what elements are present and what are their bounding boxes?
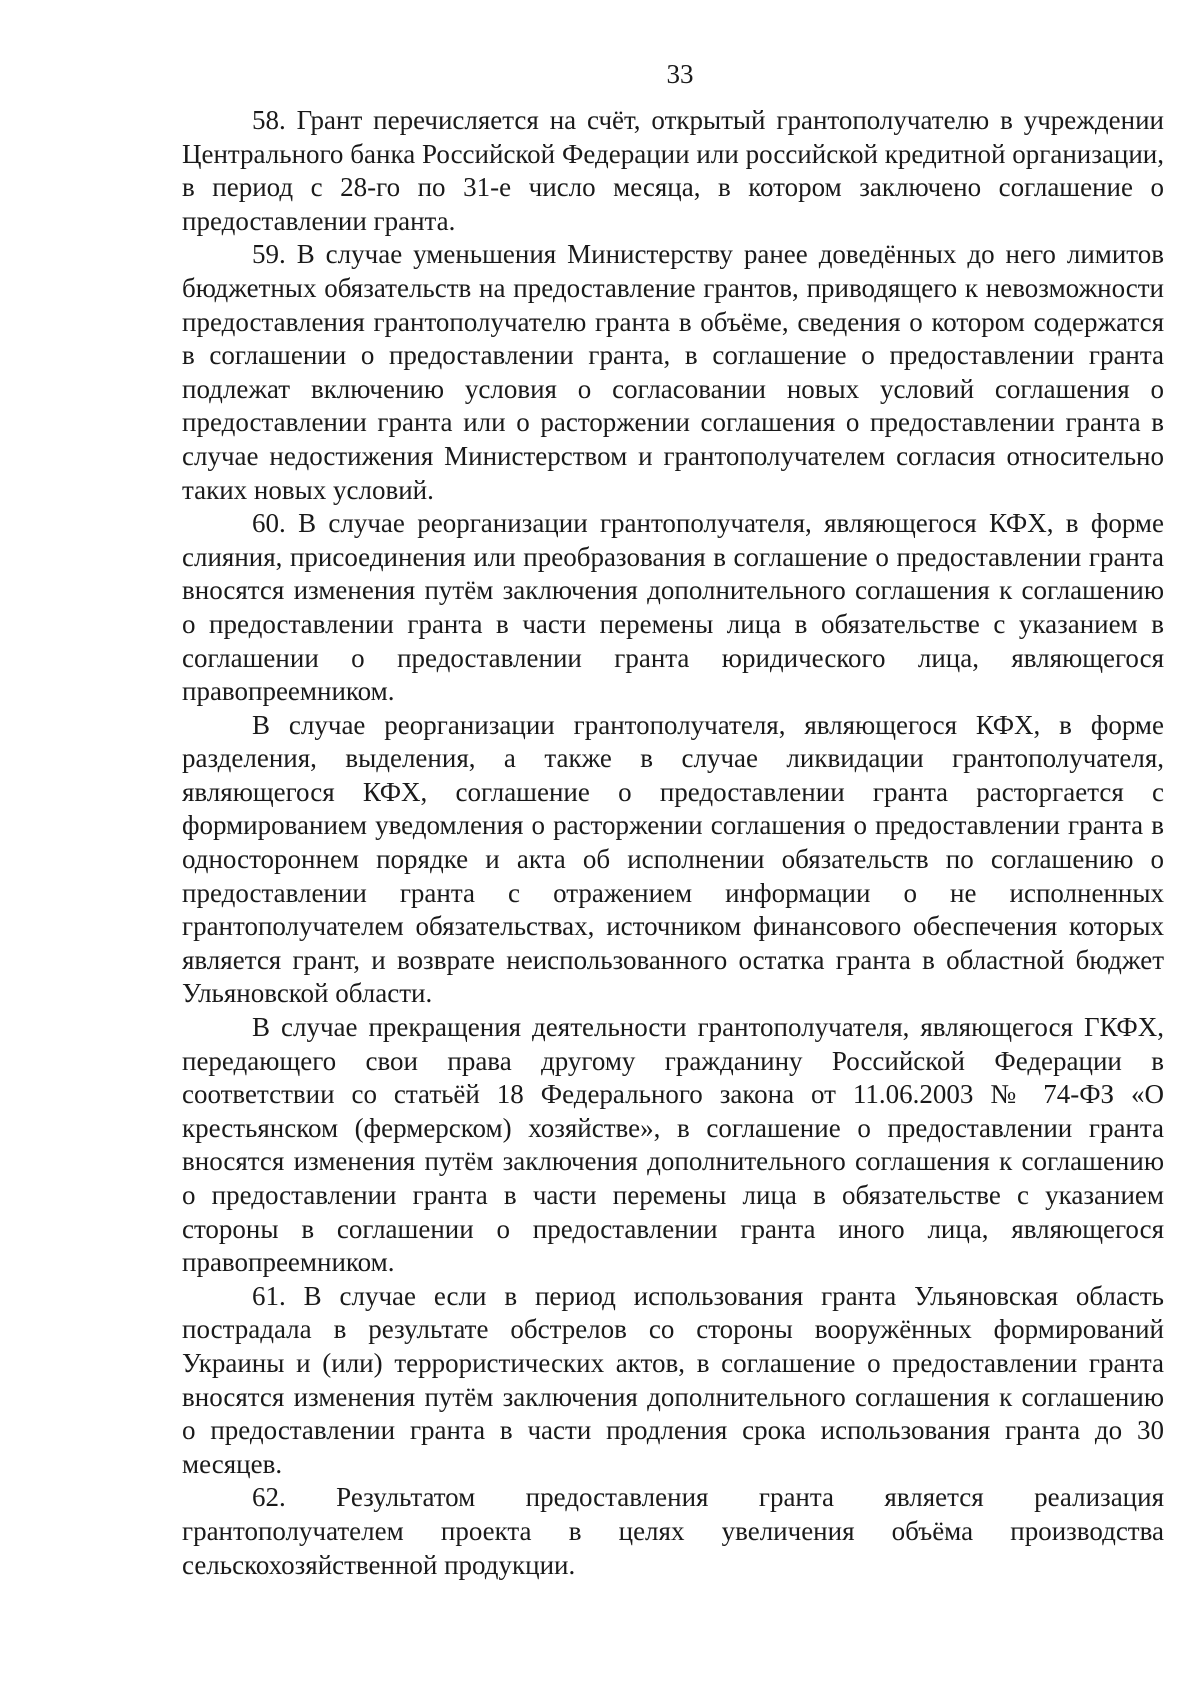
paragraph-61: 61. В случае если в период использования гранта Ульяновская область пострадала в результате обстрелов со стороны вооружённых формирований Украины и (или) террористических актов, в соглашение о предоставлении гранта вносятся изменения путём заключения дополнительного соглашения к соглашению о предоставлении гранта в части продления срока использования гранта до 30 месяцев. — [182, 1280, 1164, 1479]
paragraph-62: 62. Результатом предоставления гранта является реализация грантополучателем проекта в целях увеличения объёма производства сельскохозяйственной продукции. — [182, 1482, 1164, 1580]
paragraph-60-reorganization: В случае реорганизации грантополучателя, являющегося КФХ, в форме разделения, выделения, а также в случае ликвидации грантополучателя, являющегося КФХ, соглашение о предоставлении гранта расторгается с формированием уведомления о расторжении соглашения о предоставлении гранта в одностороннем порядке и акта об исполнении обязательств по соглашению о предоставлении гранта с отражением информации о не исполненных грантополучателем обязательствах, источником финансового обеспечения которых является грант, и возврате неиспользованного остатка гранта в областной бюджет Ульяновской области. — [182, 709, 1164, 1009]
paragraph-60-termination: В случае прекращения деятельности грантополучателя, являющегося ГКФХ, передающего свои права другому гражданину Российской Федерации в соответствии со статьёй 18 Федерального закона от 11.06.2003 № 74-ФЗ «О крестьянском (фермерском) хозяйстве», в соглашение о предоставлении гранта вносятся изменения путём заключения дополнительного соглашения к соглашению о предоставлении гранта в части перемены лица в обязательстве с указанием стороны в соглашении о предоставлении гранта иного лица, являющегося правопреемником. — [182, 1012, 1164, 1278]
paragraph-59: 59. В случае уменьшения Министерству ранее доведённых до него лимитов бюджетных обязательств на предоставление грантов, приводящего к невозможности предоставления грантополучателю гранта в объёме, сведения о котором содержатся в соглашении о предоставлении гранта, в соглашение о предоставлении гранта подлежат включению условия о согласовании новых условий соглашения о предоставлении гранта или о расторжении соглашения о предоставлении гранта в случае недостижения Министерством и грантополучателем согласия относительно таких новых условий. — [182, 239, 1164, 505]
document-body — [182, 104, 1164, 1582]
page-number: 33 — [666, 59, 694, 89]
paragraph-60: 60. В случае реорганизации грантополучателя, являющегося КФХ, в форме слияния, присоединения или преобразования в соглашение о предоставлении гранта вносятся изменения путём заключения дополнительного соглашения к соглашению о предоставлении гранта в части перемены лица в обязательстве с указанием в соглашении о предоставлении гранта юридического лица, являющегося правопреемником. — [182, 508, 1164, 707]
paragraph-58: 58. Грант перечисляется на счёт, открытый грантополучателю в учреждении Центрального банка Российской Федерации или российской кредитной организации, в период с 28-го по 31-е число месяца, в котором заключено соглашение о предоставлении гранта. — [182, 105, 1164, 236]
